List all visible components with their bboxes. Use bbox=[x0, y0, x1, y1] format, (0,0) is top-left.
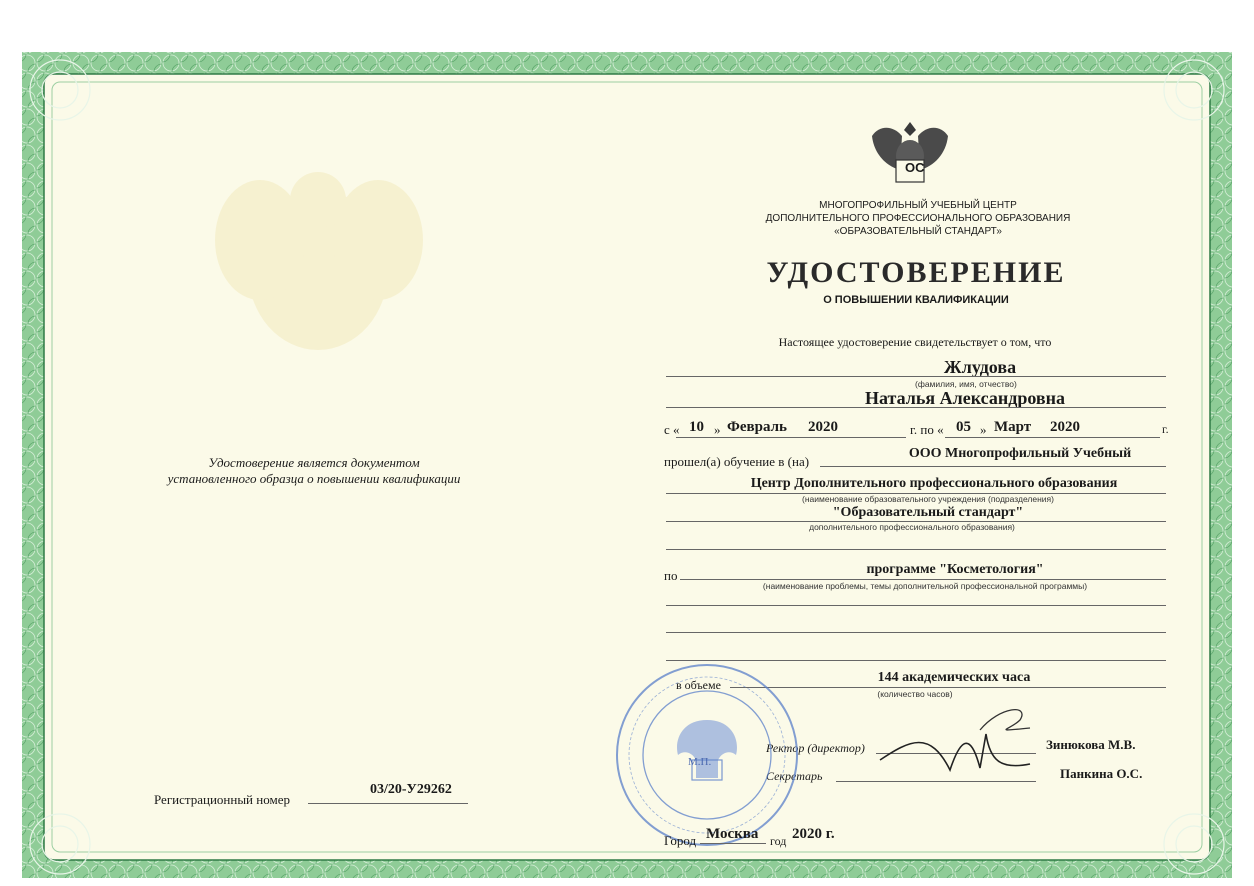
given-names: Наталья Александровна bbox=[865, 388, 1065, 408]
org-line2: Центр Дополнительного профессионального образования bbox=[750, 476, 1118, 491]
hours-caption: (количество часов) bbox=[877, 689, 953, 699]
reg-number: 03/20-У29262 bbox=[370, 782, 452, 797]
date-to-mid: » bbox=[980, 422, 987, 437]
program-label: по bbox=[664, 568, 678, 583]
date-from-prefix: с « bbox=[664, 422, 680, 437]
official-seal bbox=[612, 660, 802, 850]
date-to-day: 05 bbox=[956, 419, 971, 435]
org-caption2: дополнительного профессионального образования) bbox=[809, 522, 1015, 532]
volume-label: в объеме bbox=[676, 678, 721, 692]
signature-scribble bbox=[870, 700, 1050, 790]
date-from-month: Февраль bbox=[727, 419, 787, 435]
institution-line1: МНОГОПРОФИЛЬНЫЙ УЧЕБНЫЙ ЦЕНТР bbox=[819, 200, 1017, 211]
date-to-suffix: г. bbox=[1162, 422, 1169, 436]
secretary-label: Секретарь bbox=[766, 769, 823, 783]
institution-line2: ДОПОЛНИТЕЛЬНОГО ПРОФЕССИОНАЛЬНОГО ОБРАЗОВАНИЯ bbox=[765, 213, 1071, 224]
emblem-letters: ОС bbox=[905, 160, 925, 175]
program-name: программе "Косметология" bbox=[866, 562, 1044, 577]
rector-name: Зинюкова М.В. bbox=[1046, 737, 1136, 752]
institution-line3: «ОБРАЗОВАТЕЛЬНЫЙ СТАНДАРТ» bbox=[834, 226, 1002, 237]
surname: Жлудова bbox=[943, 357, 1017, 377]
left-note-line2: установленного образца о повышении квалификации bbox=[167, 471, 461, 486]
date-from-year: 2020 bbox=[808, 419, 838, 435]
program-caption: (наименование проблемы, темы дополнительной профессиональной программы) bbox=[762, 581, 1088, 591]
left-note-line1: Удостоверение является документом bbox=[208, 455, 420, 470]
reg-label: Регистрационный номер bbox=[154, 792, 290, 807]
rector-label: Ректор (директор) bbox=[766, 741, 865, 755]
org-line3: "Образовательный стандарт" bbox=[832, 505, 1024, 520]
org-caption: (наименование образовательного учреждения (подразделения) bbox=[802, 494, 1054, 504]
year-value: 2020 г. bbox=[792, 826, 835, 842]
hours-value: 144 академических часа bbox=[877, 670, 1031, 685]
date-from-day: 10 bbox=[689, 419, 704, 435]
date-to-month: Март bbox=[994, 419, 1032, 435]
fio-caption: (фамилия, имя, отчество) bbox=[915, 379, 1017, 389]
secretary-name: Панкина О.С. bbox=[1060, 766, 1143, 781]
certificate-title: УДОСТОВЕРЕНИЕ bbox=[766, 256, 1066, 289]
mp-label: М.П. bbox=[688, 756, 712, 768]
date-to-year: 2020 bbox=[1050, 419, 1080, 435]
org-line1: ООО Многопрофильный Учебный bbox=[908, 446, 1132, 461]
intro-text: Настоящее удостоверение свидетельствует о том, что bbox=[778, 335, 1052, 349]
date-to-prefix: г. по « bbox=[910, 422, 944, 437]
city-value: Москва bbox=[706, 826, 759, 842]
date-from-mid: » bbox=[714, 422, 721, 437]
year-label: год bbox=[770, 834, 787, 848]
training-label: прошел(а) обучение в (на) bbox=[664, 454, 810, 469]
city-label: Город bbox=[664, 833, 697, 848]
certificate-subtitle: О ПОВЫШЕНИИ КВАЛИФИКАЦИИ bbox=[823, 294, 1009, 306]
